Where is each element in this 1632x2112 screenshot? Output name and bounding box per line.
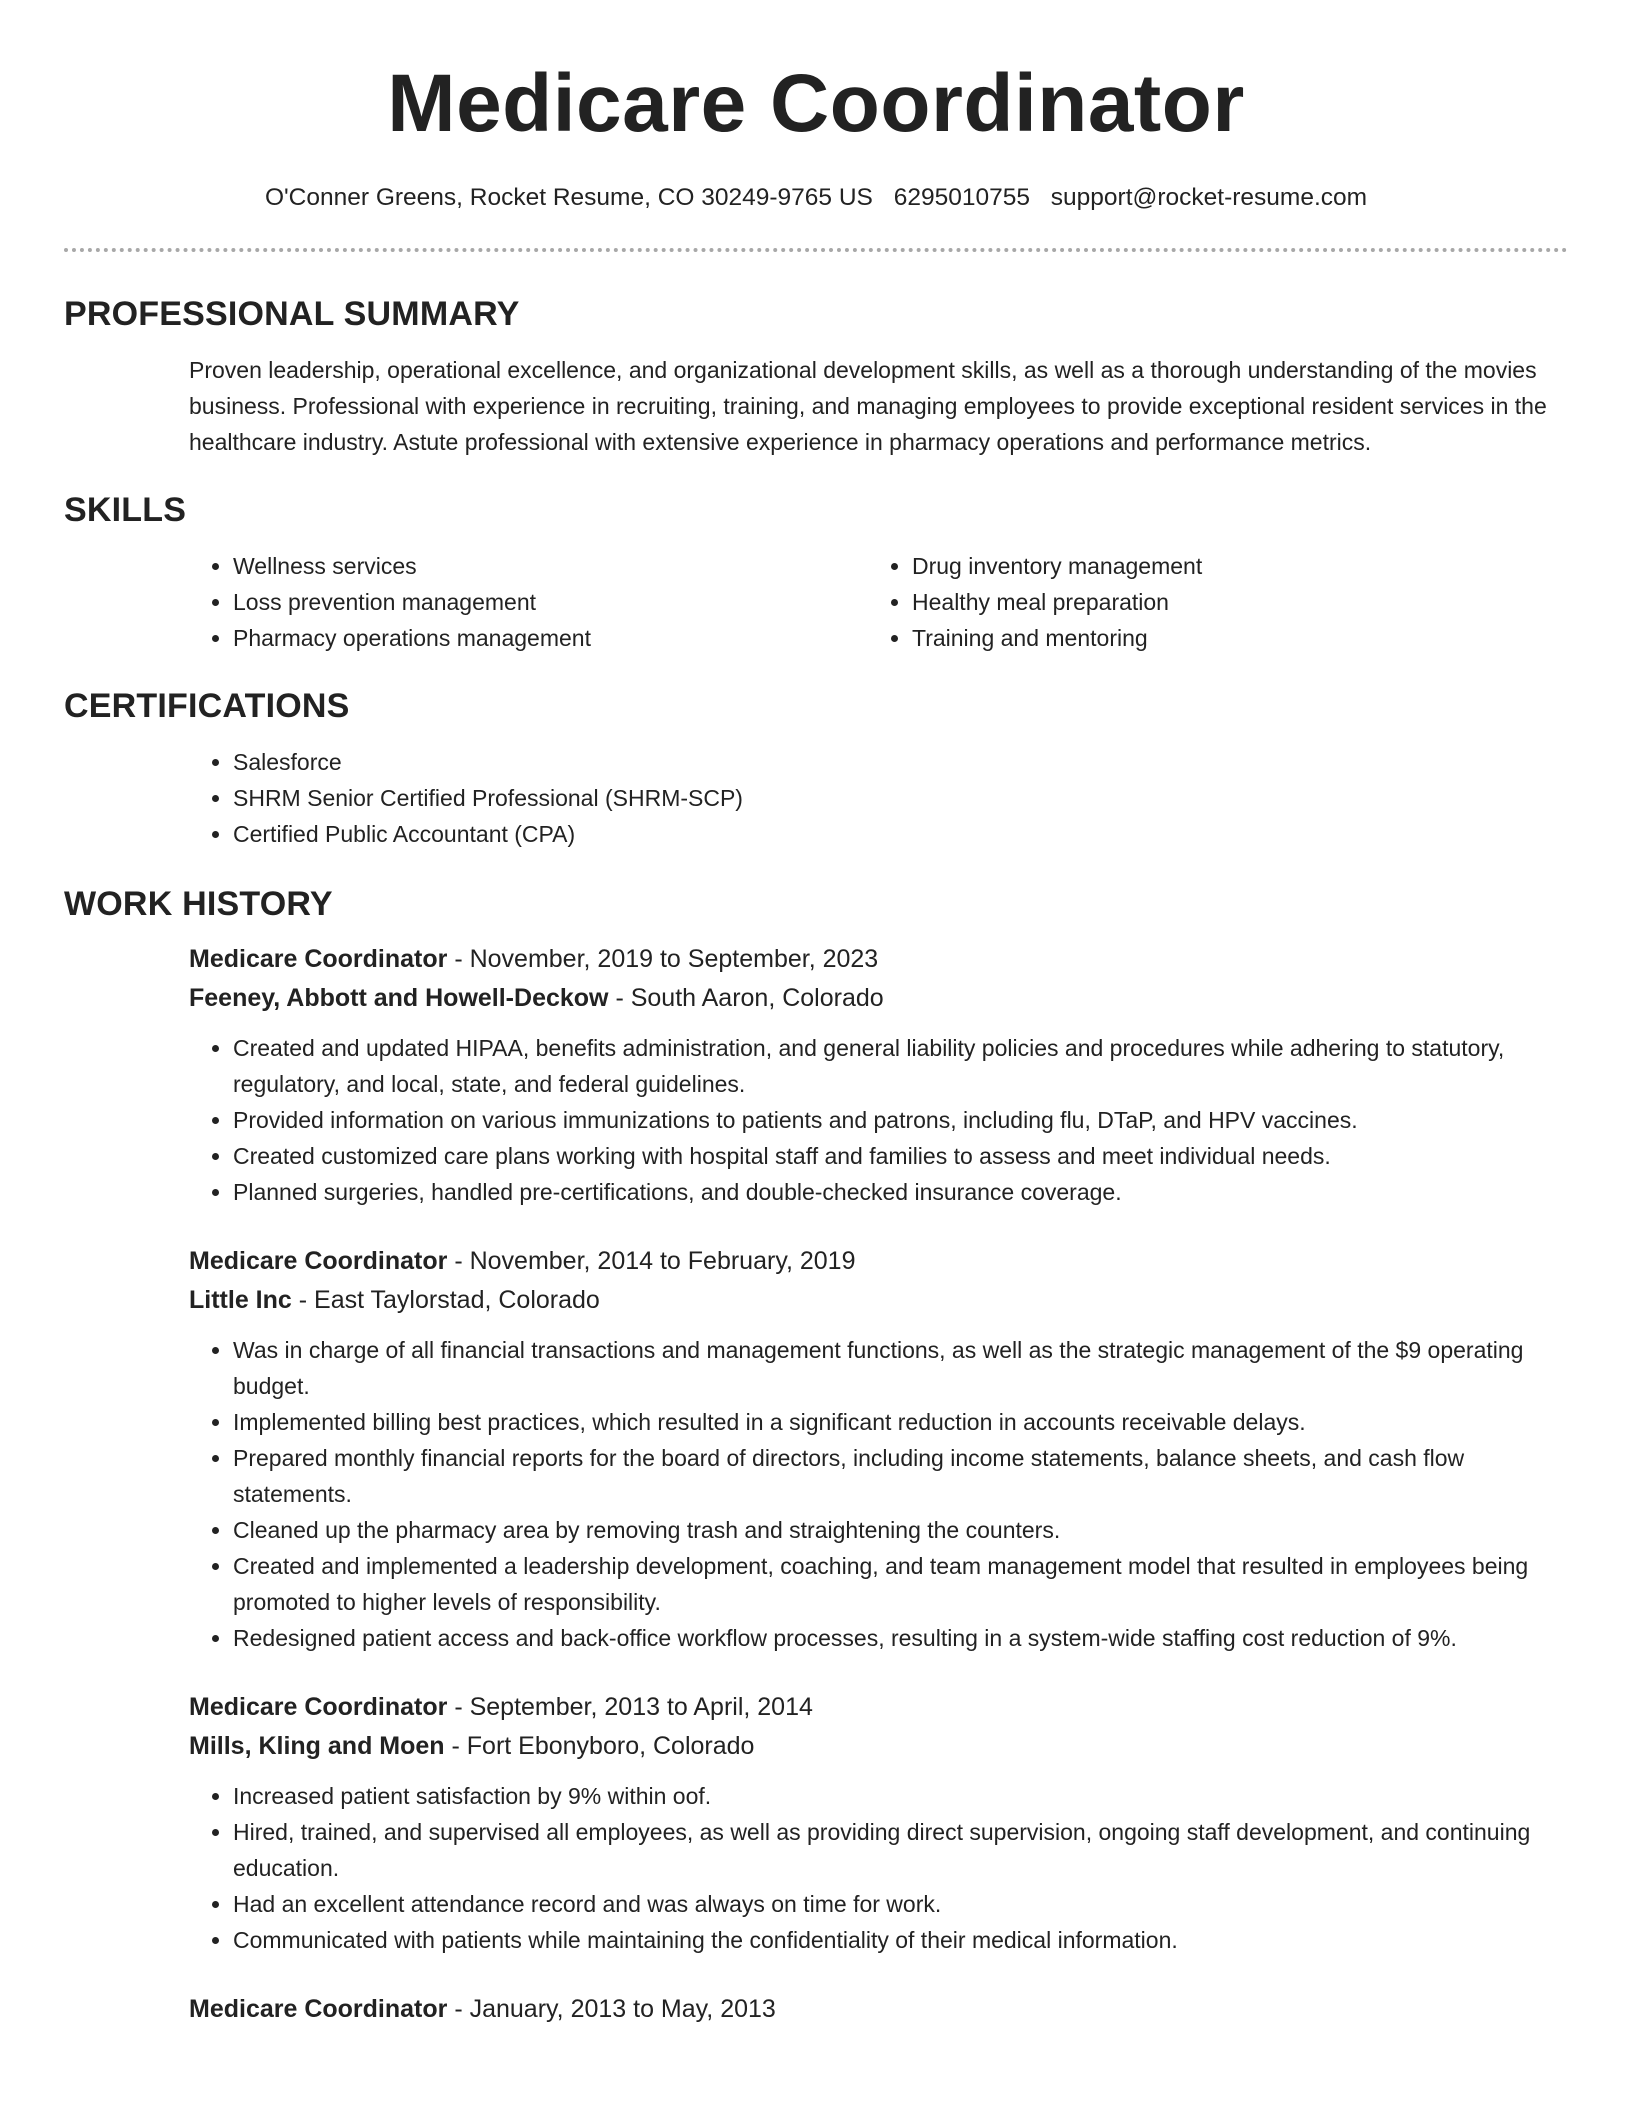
job-bullet: • Planned surgeries, handled pre-certifications, and double-checked insurance coverage. [233,1174,1568,1210]
job-bullet: • Provided information on various immunizations to patients and patrons, including flu, DTaP, and HPV vaccines. [233,1102,1568,1138]
job-dates: - November, 2014 to February, 2019 [447,1247,856,1275]
job-role: Medicare Coordinator [189,1693,448,1721]
job-bullet: • Cleaned up the pharmacy area by removing trash and straightening the counters. [233,1512,1568,1548]
job-role: Medicare Coordinator [189,1247,448,1275]
job-bullet: • Implemented billing best practices, which resulted in a significant reduction in accounts receivable delays. [233,1404,1568,1440]
certification-item: • SHRM Senior Certified Professional (SHRM-SCP) [233,780,1568,816]
skill-item: • Healthy meal preparation [912,584,1547,620]
skill-item: • Wellness services [233,548,868,584]
job-bullet: • Created and updated HIPAA, benefits administration, and general liability policies and procedures while adhering to statutory, regulatory, and local, state, and federal guidelines. [233,1030,1568,1102]
job-bullet: • Hired, trained, and supervised all employees, as well as providing direct supervision, ongoing staff development, and continuing education. [233,1814,1568,1886]
job-entry [189,940,1568,1210]
job-company-line [189,1281,1568,1320]
job-entry [189,1990,1568,2029]
job-role-line [189,1990,1568,2029]
skills-title: SKILLS [64,491,187,529]
job-bullet: • Redesigned patient access and back-office workflow processes, resulting in a system-wide staffing cost reduction of 9%. [233,1620,1568,1656]
summary-text: Proven leadership, operational excellence, and organizational development skills, as well as a thorough understanding of the movies business. Professional with experience in recruiting, training, and managing employees to provide exceptional resident services in the healthcare industry. Astute professional with extensive experience in pharmacy operations and performance metrics. [189,357,1547,455]
job-company: Mills, Kling and Moen [189,1732,445,1760]
work-history-title: WORK HISTORY [64,885,333,923]
contact-phone: 6295010755 [893,184,1030,211]
contact-address: O'Conner Greens, Rocket Resume, CO 30249-9765 US [264,184,873,211]
contact-email: support@rocket-resume.com [1050,184,1368,211]
job-role-line [189,940,1568,979]
certification-item: • Salesforce [233,744,1568,780]
job-role: Medicare Coordinator [189,945,448,973]
summary-title: PROFESSIONAL SUMMARY [64,295,520,333]
job-location: - East Taylorstad, Colorado [291,1286,600,1314]
job-dates: - September, 2013 to April, 2014 [447,1693,813,1721]
job-bullet: • Had an excellent attendance record and was always on time for work. [233,1886,1568,1922]
job-dates: - November, 2019 to September, 2023 [447,945,879,973]
job-company-line [189,1727,1568,1766]
job-bullet: • Created customized care plans working with hospital staff and families to assess and meet individual needs. [233,1138,1568,1174]
job-bullet: • Prepared monthly financial reports for the board of directors, including income statements, balance sheets, and cash flow statements. [233,1440,1568,1512]
skills-list-left [189,548,868,656]
header-divider [64,248,1568,252]
work-history-section [64,884,1568,2029]
job-role-line [189,1688,1568,1727]
job-entry [189,1688,1568,1958]
skill-item: • Training and mentoring [912,620,1547,656]
job-bullet: • Increased patient satisfaction by 9% within oof. [233,1778,1568,1814]
job-company: Little Inc [189,1286,292,1314]
certifications-section [64,686,1568,852]
certifications-list [189,744,1568,852]
skill-item: • Loss prevention management [233,584,868,620]
certification-item: • Certified Public Accountant (CPA) [233,816,1568,852]
job-bullets [189,1778,1568,1958]
job-location: - Fort Ebonyboro, Colorado [444,1732,755,1760]
job-dates: - January, 2013 to May, 2013 [447,1995,776,2023]
contact-line [64,182,1568,214]
skills-section [64,490,1568,656]
job-bullets [189,1030,1568,1210]
job-bullet: • Created and implemented a leadership development, coaching, and team management model that resulted in employees being promoted to higher levels of responsibility. [233,1548,1568,1620]
job-entry [189,1242,1568,1656]
skill-item: • Pharmacy operations management [233,620,868,656]
job-bullet: • Communicated with patients while maintaining the confidentiality of their medical information. [233,1922,1568,1958]
resume-page [64,0,1568,2029]
skill-item: • Drug inventory management [912,548,1547,584]
job-role: Medicare Coordinator [189,1995,448,2023]
skills-list-right [868,548,1547,656]
summary-section [64,294,1568,460]
job-bullets [189,1332,1568,1656]
job-bullet: • Was in charge of all financial transactions and management functions, as well as the strategic management of the $9 operating budget. [233,1332,1568,1404]
job-location: - South Aaron, Colorado [608,984,884,1012]
job-role-line [189,1242,1568,1281]
resume-name: Medicare Coordinator [387,58,1245,149]
certifications-title: CERTIFICATIONS [64,687,350,725]
job-company-line [189,979,1568,1018]
job-company: Feeney, Abbott and Howell-Deckow [189,984,609,1012]
